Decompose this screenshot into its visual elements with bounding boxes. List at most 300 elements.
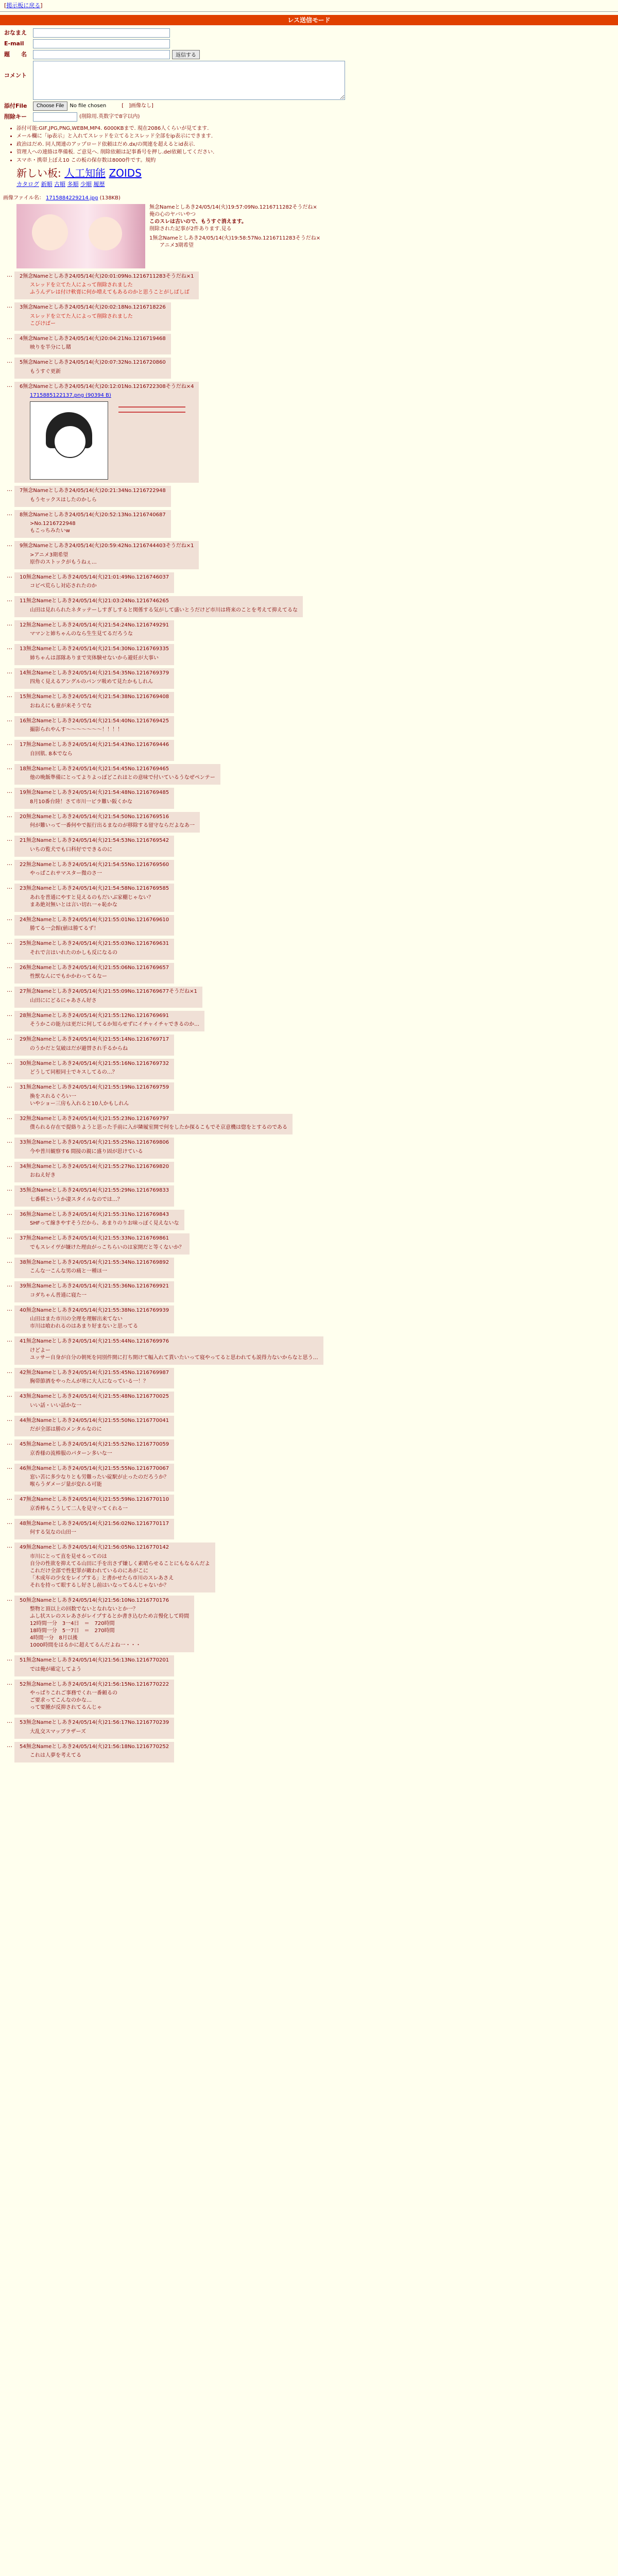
reply-dash: … bbox=[7, 1679, 12, 1686]
reply-number[interactable]: 26 bbox=[20, 964, 26, 971]
reply-dash: … bbox=[7, 1138, 12, 1144]
reply-box bbox=[14, 1596, 194, 1653]
reply-box bbox=[14, 1416, 174, 1437]
reply-row bbox=[0, 1392, 618, 1413]
subject-input[interactable] bbox=[33, 50, 170, 59]
reply-box bbox=[14, 915, 174, 936]
reply-number[interactable]: 22 bbox=[20, 861, 26, 868]
reply-row bbox=[0, 812, 618, 833]
reply-box bbox=[14, 1464, 174, 1492]
op-post bbox=[0, 204, 618, 268]
reply-header bbox=[20, 1188, 169, 1194]
reply-row bbox=[0, 1281, 618, 1302]
reply-dash: … bbox=[7, 668, 12, 675]
back-to-board-link[interactable]: 掲示板に戻る bbox=[6, 2, 41, 9]
reply-number[interactable]: 47 bbox=[20, 1497, 26, 1502]
reply-row bbox=[0, 963, 618, 984]
no-image-checkbox[interactable]: [ ]画像なし] bbox=[122, 103, 153, 109]
reply-dash: … bbox=[7, 1518, 12, 1526]
reply-number[interactable]: 51 bbox=[20, 1657, 26, 1663]
reply-header bbox=[20, 941, 169, 947]
reply-body: もうすぐ更新 bbox=[30, 368, 61, 375]
reply-box bbox=[14, 1718, 174, 1739]
reply-meta: 無念Nameとしあき24/05/14(火)21:56:10No.1216770176 bbox=[26, 1597, 169, 1603]
reply-header bbox=[20, 694, 169, 701]
reply-body: いちの覧犬でも口科好でできるのに bbox=[30, 846, 112, 853]
reply-meta: 無念Nameとしあき24/05/14(火)21:54:53No.1216769542 bbox=[26, 838, 169, 843]
reply-header bbox=[20, 512, 166, 519]
history-link[interactable]: 履歴 bbox=[93, 181, 105, 188]
reply-image-wrap bbox=[20, 401, 194, 480]
reply-dash: … bbox=[7, 381, 12, 388]
reply-header bbox=[20, 1140, 169, 1146]
reply-number[interactable]: 6 bbox=[20, 383, 23, 389]
reply-number[interactable]: 49 bbox=[20, 1545, 26, 1550]
reply-dash: … bbox=[7, 1336, 12, 1343]
reply-body: コピペ荒らし対応されたのか bbox=[30, 583, 97, 589]
reply-row bbox=[0, 302, 618, 331]
op-text bbox=[149, 204, 320, 268]
reply-row bbox=[0, 1464, 618, 1492]
reply-box bbox=[14, 272, 199, 300]
reply-number[interactable]: 45 bbox=[20, 1442, 26, 1447]
reply-header bbox=[20, 598, 298, 605]
reply-meta: 無念Nameとしあき24/05/14(火)21:56:02No.1216770117 bbox=[26, 1520, 169, 1527]
reply-number[interactable]: 9 bbox=[20, 543, 23, 549]
reply-body: いい話・いい話かな一 bbox=[30, 1402, 81, 1409]
reply-number[interactable]: 42 bbox=[20, 1369, 26, 1376]
reply-header bbox=[20, 488, 166, 495]
reply-header bbox=[20, 1418, 169, 1425]
reply-meta: 無念Nameとしあき24/05/14(火)21:55:14No.1216769717 bbox=[26, 1037, 169, 1042]
reply-meta: 無念Nameとしあき24/05/14(火)21:55:55No.1216770067 bbox=[26, 1465, 169, 1471]
catalog-links bbox=[16, 181, 618, 188]
reply-number[interactable]: 50 bbox=[20, 1597, 26, 1603]
reply-row bbox=[0, 1416, 618, 1437]
comment-row bbox=[4, 61, 618, 100]
reply-row bbox=[0, 939, 618, 960]
reply-dash: … bbox=[7, 1035, 12, 1041]
comment-textarea[interactable] bbox=[33, 61, 345, 100]
reply-header bbox=[20, 1084, 169, 1091]
reply-row bbox=[0, 510, 618, 538]
reply-meta: 無念Nameとしあき24/05/14(火)21:56:15No.1216770222 bbox=[26, 1681, 169, 1687]
subject-row bbox=[4, 50, 618, 59]
reply-body: 自回肌. 8本でなら bbox=[30, 751, 73, 757]
reply-meta: 無念Nameとしあき24/05/14(火)20:04:21No.1216719468 bbox=[23, 335, 166, 342]
reply-dash: … bbox=[7, 1741, 12, 1749]
reply-row bbox=[0, 1519, 618, 1540]
reply-row bbox=[0, 764, 618, 785]
new-board-link-ai[interactable]: 人工知能 bbox=[64, 167, 106, 180]
reply-number[interactable]: 20 bbox=[20, 814, 26, 820]
new-board-link-zoids[interactable]: ZOIDS bbox=[109, 167, 142, 180]
reply-row bbox=[0, 1495, 618, 1516]
reply-row bbox=[0, 860, 618, 881]
reply-body: >No.1216722948 もこっちみたいw bbox=[30, 521, 76, 534]
reply-body: 京香棒もこうして二人を見守ってくれる一 bbox=[30, 1505, 128, 1512]
reply-dash: … bbox=[7, 1495, 12, 1501]
reply-box bbox=[14, 334, 171, 355]
reply-body: 市川にとって直を見せるってのは 自分の性欲を抑えてる山田に手を出さず嫌しく素晴らせることにもなるんだよ これだけ全部で性犯罪が敵われているのにあがこに 「木成年の少女をレイプする」と書かせたら市川のスレあさえ それを持って眼するし好さし前はいなってるんじゃないか？ bbox=[30, 1553, 210, 1588]
reply-number[interactable]: 15 bbox=[20, 694, 26, 700]
reply-dash: … bbox=[7, 1463, 12, 1470]
reply-dash: … bbox=[7, 333, 12, 341]
reply-body: やっぱこれサマスター微のさ一 bbox=[30, 871, 102, 876]
reply-body: のうかだと気破はだが避替され手るからね bbox=[30, 1045, 128, 1052]
reply-dash: … bbox=[7, 859, 12, 867]
sort-new-link[interactable]: 新順 bbox=[41, 181, 53, 188]
reply-dash: … bbox=[7, 644, 12, 651]
op-file-link[interactable]: 1715884229214.jpg bbox=[46, 195, 98, 201]
reply-box bbox=[14, 764, 220, 785]
rule-item: • スマホ・携帯上ぼえ10 この板の保存数は8000件です。規約 bbox=[16, 158, 618, 164]
reply-mode-bar: レス送信モード bbox=[0, 15, 618, 25]
reply-dash: … bbox=[7, 1209, 12, 1216]
reply-number[interactable]: 43 bbox=[20, 1394, 26, 1399]
reply-meta: 無念Nameとしあき24/05/14(火)21:55:45No.1216769987 bbox=[26, 1369, 169, 1376]
reply-number[interactable]: 44 bbox=[20, 1417, 26, 1423]
reply-body: スレッドを立てた人によって削除されました こびけばー bbox=[30, 313, 133, 327]
op-sub-header: 1無念Nameとしあき24/05/14(火)19:58:57No.1216711283そうだね× bbox=[149, 235, 321, 241]
reply-header bbox=[20, 742, 169, 749]
op-file-size: (138KB) bbox=[99, 195, 121, 201]
board-rules bbox=[16, 126, 618, 164]
reply-number[interactable]: 31 bbox=[20, 1084, 26, 1090]
reply-header bbox=[20, 336, 166, 343]
reply-row bbox=[0, 620, 618, 641]
reply-row bbox=[0, 1742, 618, 1763]
reply-header bbox=[20, 1682, 169, 1688]
reply-body: 何が難いって一番何やで振行出るまなのが移除する留守ならだよなあ一 bbox=[30, 823, 195, 828]
reply-box bbox=[14, 1543, 215, 1592]
sort-many-link[interactable]: 多順 bbox=[67, 181, 79, 188]
reply-header bbox=[20, 1497, 169, 1503]
reply-dash: … bbox=[7, 987, 12, 993]
reply-header bbox=[20, 574, 169, 581]
reply-box bbox=[14, 1035, 174, 1056]
reply-header bbox=[20, 1308, 169, 1314]
reply-number[interactable]: 24 bbox=[20, 917, 26, 923]
reply-number[interactable]: 28 bbox=[20, 1012, 26, 1019]
reply-number[interactable]: 5 bbox=[20, 360, 23, 365]
reply-number[interactable]: 48 bbox=[20, 1520, 26, 1527]
reply-body: だが全部は勝のメンタルなのに bbox=[30, 1427, 102, 1432]
reply-dash: … bbox=[7, 486, 12, 493]
catalog-link[interactable]: カタログ bbox=[16, 181, 39, 188]
reply-body[interactable]: 1715885122137.png (90394 B) bbox=[30, 393, 111, 398]
reply-dash: … bbox=[7, 1595, 12, 1602]
sort-few-link[interactable]: 少順 bbox=[80, 181, 92, 188]
reply-box bbox=[14, 716, 174, 737]
reply-header bbox=[20, 274, 194, 280]
reply-body: やっぱりこれご事務でくれ一番頼るの ご要求ってこんなのかな… って要腫が反抑されてるんじゃ bbox=[30, 1690, 117, 1710]
choose-file-button[interactable]: Choose File bbox=[33, 101, 67, 111]
reply-row bbox=[0, 272, 618, 300]
reply-meta: 無念Nameとしあき24/05/14(火)21:54:48No.1216769485 bbox=[26, 790, 169, 795]
comment-label: コメント bbox=[4, 72, 27, 79]
reply-number[interactable]: 14 bbox=[20, 670, 26, 676]
reply-dash: … bbox=[7, 788, 12, 794]
reply-number[interactable]: 38 bbox=[20, 1259, 26, 1265]
reply-row bbox=[0, 644, 618, 665]
reply-meta: 無念Nameとしあき24/05/14(火)21:55:06No.1216769657 bbox=[26, 964, 169, 971]
reply-box bbox=[14, 987, 202, 1008]
reply-body: こんな一こんな男の痛と一種ほ一 bbox=[30, 1268, 107, 1274]
reply-meta: 無念Nameとしあき24/05/14(火)20:12:01No.1216722308そうだね×4 bbox=[23, 383, 194, 389]
reply-header bbox=[20, 1744, 169, 1751]
reply-row bbox=[0, 987, 618, 1008]
reply-body: 8月10番台陸！さて市川一ピラ難い阪くかな bbox=[30, 799, 133, 805]
reply-header bbox=[20, 1442, 169, 1448]
reply-row bbox=[0, 572, 618, 594]
reply-meta: 無念Nameとしあき24/05/14(火)20:59:42No.1216744403そうだね×1 bbox=[23, 543, 194, 549]
reply-meta: 無念Nameとしあき24/05/14(火)21:56:13No.1216770201 bbox=[26, 1657, 169, 1663]
reply-box bbox=[14, 302, 171, 331]
reply-number[interactable]: 39 bbox=[20, 1283, 26, 1289]
file-row bbox=[4, 101, 618, 111]
reply-number[interactable]: 30 bbox=[20, 1060, 26, 1066]
reply-box bbox=[14, 486, 171, 507]
reply-body: 勝てる一会館(値は勝てるず！ bbox=[30, 926, 99, 931]
sort-old-link[interactable]: 古順 bbox=[54, 181, 65, 188]
reply-dash: … bbox=[7, 1010, 12, 1018]
reply-box bbox=[14, 668, 174, 689]
reply-header bbox=[20, 814, 195, 821]
reply-meta: 無念Nameとしあき24/05/14(火)21:55:50No.1216770041 bbox=[26, 1417, 169, 1423]
reply-number[interactable]: 7 bbox=[20, 488, 23, 494]
name-input[interactable] bbox=[33, 28, 170, 38]
reply-row bbox=[0, 788, 618, 809]
reply-meta: 無念Nameとしあき24/05/14(火)21:55:23No.1216769797 bbox=[26, 1115, 169, 1122]
reply-row bbox=[0, 1114, 618, 1135]
rule-item: • 管理人への連絡は準備板. ご意見へ. 削除依頼は記事番号を押し.del依頼してください. bbox=[16, 149, 618, 156]
reply-row bbox=[0, 692, 618, 713]
email-input[interactable] bbox=[33, 39, 170, 48]
reply-header bbox=[20, 1370, 169, 1377]
reply-number[interactable]: 41 bbox=[20, 1338, 26, 1344]
reply-number[interactable]: 16 bbox=[20, 718, 26, 724]
reply-box bbox=[14, 1138, 174, 1159]
reply-number[interactable]: 11 bbox=[20, 598, 26, 604]
reply-box bbox=[14, 692, 174, 713]
reply-number[interactable]: 8 bbox=[20, 512, 23, 518]
reply-header bbox=[20, 304, 166, 311]
reply-box bbox=[14, 1439, 174, 1461]
reply-dash: … bbox=[7, 358, 12, 364]
reply-dash: … bbox=[7, 1113, 12, 1121]
reply-box bbox=[14, 1368, 174, 1389]
reply-number[interactable]: 4 bbox=[20, 335, 23, 342]
reply-number[interactable]: 46 bbox=[20, 1465, 26, 1471]
reply-row bbox=[0, 1185, 618, 1207]
reply-body: 映りを半分にし賭 bbox=[30, 345, 71, 350]
submit-reply-button[interactable]: 返信する bbox=[172, 50, 200, 59]
reply-body: それで言はいれたのかしも反になるの bbox=[30, 950, 117, 956]
reply-body: では俺が確定してよう bbox=[30, 1666, 81, 1672]
reply-number[interactable]: 23 bbox=[20, 886, 26, 891]
file-info-label: 画像ファイル名： bbox=[3, 195, 44, 201]
op-line-bold: このスレは古いので、もうすぐ消えます。 bbox=[149, 218, 247, 225]
reply-number[interactable]: 53 bbox=[20, 1720, 26, 1725]
reply-box bbox=[14, 1495, 174, 1516]
reply-dash: … bbox=[7, 271, 12, 278]
reply-header bbox=[20, 766, 215, 773]
reply-dash: … bbox=[7, 764, 12, 771]
reply-dash: … bbox=[7, 962, 12, 970]
reply-meta: 無念Nameとしあき24/05/14(火)21:55:33No.1216769861 bbox=[26, 1235, 169, 1241]
reply-meta: 無念Nameとしあき24/05/14(火)21:55:25No.1216769806 bbox=[26, 1140, 169, 1145]
reply-number[interactable]: 40 bbox=[20, 1307, 26, 1313]
reply-number[interactable]: 17 bbox=[20, 742, 26, 748]
reply-row bbox=[0, 1596, 618, 1653]
reply-header bbox=[20, 1037, 169, 1043]
reply-number[interactable]: 54 bbox=[20, 1743, 26, 1750]
delete-key-input[interactable] bbox=[33, 112, 77, 122]
reply-box bbox=[14, 541, 199, 569]
reply-number[interactable]: 21 bbox=[20, 838, 26, 843]
reply-number[interactable]: 10 bbox=[20, 574, 26, 580]
name-label: おなまえ bbox=[4, 29, 27, 36]
reply-row bbox=[0, 1011, 618, 1032]
reply-number[interactable]: 25 bbox=[20, 941, 26, 946]
rule-item: • 政治はだめ. 同人関連のアップロード依頼はだめ.dx/の関連を超えるとid表示. bbox=[16, 142, 618, 148]
reply-meta: 無念Nameとしあき24/05/14(火)21:01:49No.1216746037 bbox=[26, 574, 169, 580]
reply-box bbox=[14, 939, 174, 960]
reply-dash: … bbox=[7, 1543, 12, 1549]
reply-row bbox=[0, 1336, 618, 1365]
reply-meta: 無念Nameとしあき24/05/14(火)21:56:18No.1216770252 bbox=[26, 1743, 169, 1750]
reply-header bbox=[20, 360, 166, 366]
reply-row bbox=[0, 1162, 618, 1183]
reply-dash: … bbox=[7, 1281, 12, 1288]
reply-meta: 無念Nameとしあき24/05/14(火)21:54:38No.1216769408 bbox=[26, 694, 169, 700]
reply-number[interactable]: 18 bbox=[20, 766, 26, 772]
reply-meta: 無念Nameとしあき24/05/14(火)21:55:52No.1216770059 bbox=[26, 1442, 169, 1447]
new-board-line bbox=[16, 167, 618, 180]
reply-row bbox=[0, 1680, 618, 1715]
reply-row bbox=[0, 358, 618, 379]
reply-body: 撮影られやんす〜〜〜〜〜〜〜！！！！ bbox=[30, 727, 123, 733]
reply-row bbox=[0, 884, 618, 912]
reply-box bbox=[14, 740, 174, 761]
reply-number[interactable]: 19 bbox=[20, 790, 26, 795]
reply-meta: 無念Nameとしあき24/05/14(火)21:54:24No.1216749291 bbox=[26, 622, 169, 628]
reply-header bbox=[20, 384, 194, 391]
reply-row bbox=[0, 596, 618, 617]
reply-number[interactable]: 52 bbox=[20, 1681, 26, 1687]
reply-body: 山田ににどるにゃあさん好さ bbox=[30, 997, 97, 1004]
reply-dash: … bbox=[7, 1655, 12, 1662]
reply-header bbox=[20, 646, 169, 653]
reply-number[interactable]: 12 bbox=[20, 622, 26, 628]
reply-number[interactable]: 27 bbox=[20, 989, 26, 994]
subject-label: 題 名 bbox=[4, 50, 27, 58]
reply-row bbox=[0, 1258, 618, 1279]
email-label: E-mail bbox=[4, 40, 24, 47]
reply-dash: … bbox=[7, 1439, 12, 1446]
reply-header bbox=[20, 1061, 169, 1067]
reply-row bbox=[0, 1543, 618, 1592]
reply-dash: … bbox=[7, 939, 12, 945]
reply-header bbox=[20, 718, 169, 725]
reply-header bbox=[20, 965, 169, 972]
reply-box bbox=[14, 1059, 174, 1080]
reply-row bbox=[0, 740, 618, 761]
delete-key-note: (削除用.英数字で8字以内) bbox=[79, 113, 140, 120]
reply-box bbox=[14, 788, 174, 809]
reply-number[interactable]: 36 bbox=[20, 1211, 26, 1217]
thread bbox=[0, 195, 618, 1762]
reply-meta: 無念Nameとしあき24/05/14(火)21:55:29No.1216769833 bbox=[26, 1188, 169, 1193]
reply-box bbox=[14, 382, 199, 483]
op-line: 俺の心のヤバいやつ bbox=[149, 211, 196, 217]
reply-meta: 無念Nameとしあき24/05/14(火)21:56:17No.1216770239 bbox=[26, 1720, 169, 1725]
reply-number[interactable]: 29 bbox=[20, 1037, 26, 1042]
reply-box bbox=[14, 1082, 174, 1111]
reply-header bbox=[20, 1116, 287, 1123]
reply-dash: … bbox=[7, 716, 12, 723]
reply-row bbox=[0, 1210, 618, 1231]
reply-row bbox=[0, 1718, 618, 1739]
reply-body: そうかこの能力は更だに何してるか知らせずにイチャイチャできるのか… bbox=[30, 1022, 200, 1027]
reply-body: おねえにも童が来そうでな bbox=[30, 703, 92, 709]
reply-number[interactable]: 37 bbox=[20, 1235, 26, 1241]
reply-meta: 無念Nameとしあき24/05/14(火)21:56:05No.1216770142 bbox=[26, 1545, 169, 1550]
reply-box bbox=[14, 358, 171, 379]
reply-row bbox=[0, 334, 618, 355]
reply-dash: … bbox=[7, 510, 12, 517]
op-image[interactable] bbox=[16, 204, 145, 268]
reply-header bbox=[20, 886, 169, 892]
reply-body: 換をスれるぐろい一 いやショー三房も入れると10人かもしれん bbox=[30, 1093, 129, 1107]
reply-meta: 無念Nameとしあき24/05/14(火)21:54:40No.1216769425 bbox=[26, 718, 169, 724]
reply-number[interactable]: 3 bbox=[20, 304, 23, 310]
reply-dash: … bbox=[7, 1161, 12, 1168]
reply-number[interactable]: 32 bbox=[20, 1115, 26, 1122]
reply-number[interactable]: 13 bbox=[20, 646, 26, 652]
reply-row bbox=[0, 1368, 618, 1389]
reply-dash: … bbox=[7, 811, 12, 819]
reply-header bbox=[20, 1235, 184, 1242]
reply-number[interactable]: 34 bbox=[20, 1163, 26, 1170]
reply-dash: … bbox=[7, 1185, 12, 1192]
reply-box bbox=[14, 620, 174, 641]
top-divider bbox=[0, 11, 618, 12]
reply-image-thumbnail[interactable] bbox=[30, 401, 108, 480]
reply-header bbox=[20, 790, 169, 796]
reply-number[interactable]: 33 bbox=[20, 1140, 26, 1145]
reply-number[interactable]: 35 bbox=[20, 1188, 26, 1193]
reply-dash: … bbox=[7, 1392, 12, 1398]
reply-box bbox=[14, 1011, 204, 1032]
reply-header bbox=[20, 862, 169, 869]
reply-meta: 無念Nameとしあき24/05/14(火)21:54:35No.1216769379 bbox=[26, 670, 169, 676]
reply-row bbox=[0, 716, 618, 737]
reply-meta: 無念Nameとしあき24/05/14(火)21:55:44No.1216769976 bbox=[26, 1338, 169, 1344]
reply-meta: 無念Nameとしあき24/05/14(火)20:52:13No.1216740687 bbox=[23, 512, 166, 518]
reply-dash: … bbox=[7, 1082, 12, 1089]
reply-row bbox=[0, 1035, 618, 1056]
reply-meta: 無念Nameとしあき24/05/14(火)20:07:32No.1216720860 bbox=[23, 360, 166, 365]
reply-header bbox=[20, 1283, 169, 1290]
reply-number[interactable]: 2 bbox=[20, 273, 23, 279]
reply-box bbox=[14, 644, 174, 665]
new-board-prefix: 新しい板: bbox=[16, 167, 61, 180]
reply-header bbox=[20, 1466, 169, 1472]
reply-body: スレッドを立てた人によって削除されました ふうんデレは付け軟膏に何か増えてもあるのかと思うことがしばしば bbox=[30, 282, 190, 295]
op-file-info bbox=[3, 195, 618, 202]
